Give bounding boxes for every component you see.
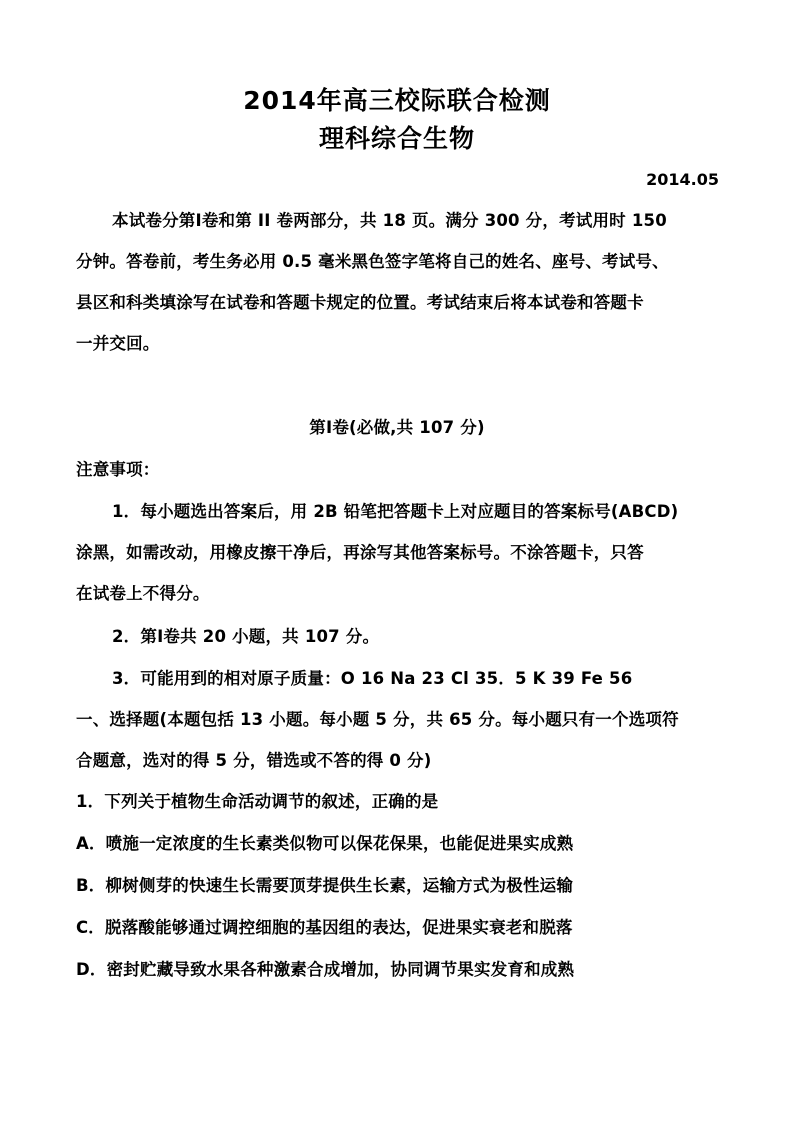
notice-title: 注意事项：	[76, 460, 160, 479]
page-title: 2014年高三校际联合检测	[243, 86, 551, 115]
exam-date: 2014.05	[646, 170, 719, 189]
notice-item: 1．每小题选出答案后，用 2B 铅笔把答题卡上对应题目的答案标号(ABCD)	[112, 502, 679, 521]
choice-heading-line: 一、选择题(本题包括 13 小题。每小题 5 分，共 65 分。每小题只有一个选项符	[76, 710, 679, 729]
notice-item: 涂黑，如需改动，用橡皮擦干净后，再涂写其他答案标号。不涂答题卡，只答	[76, 543, 644, 562]
section-heading: 第Ⅰ卷(必做,共 107 分)	[309, 418, 485, 437]
notice-item: 3．可能用到的相对原子质量：O 16 Na 23 Cl 35．5 K 39 Fe 56	[112, 669, 633, 688]
choice-heading-line: 合题意，选对的得 5 分，错选或不答的得 0 分)	[76, 751, 432, 770]
intro-line: 本试卷分第Ⅰ卷和第 II 卷两部分，共 18 页。满分 300 分，考试用时 150	[112, 211, 667, 230]
question-stem: 1．下列关于植物生命活动调节的叙述，正确的是	[76, 792, 439, 811]
page-subtitle: 理科综合生物	[318, 124, 475, 153]
intro-line: 分钟。答卷前，考生务必用 0.5 毫米黑色签字笔将自己的姓名、座号、考试号、	[76, 252, 669, 271]
notice-item: 2．第Ⅰ卷共 20 小题，共 107 分。	[112, 627, 380, 646]
option-d: D．密封贮藏导致水果各种激素合成增加，协同调节果实发育和成熟	[76, 960, 575, 979]
intro-line: 一并交回。	[76, 334, 160, 353]
notice-item: 在试卷上不得分。	[76, 584, 210, 603]
intro-line: 县区和科类填涂写在试卷和答题卡规定的位置。考试结束后将本试卷和答题卡	[76, 293, 644, 312]
option-c: C．脱落酸能够通过调控细胞的基因组的表达，促进果实衰老和脱落	[76, 918, 573, 937]
option-b: B．柳树侧芽的快速生长需要顶芽提供生长素，运输方式为极性运输	[76, 876, 574, 895]
option-a: A．喷施一定浓度的生长素类似物可以保花保果，也能促进果实成熟	[76, 834, 574, 853]
